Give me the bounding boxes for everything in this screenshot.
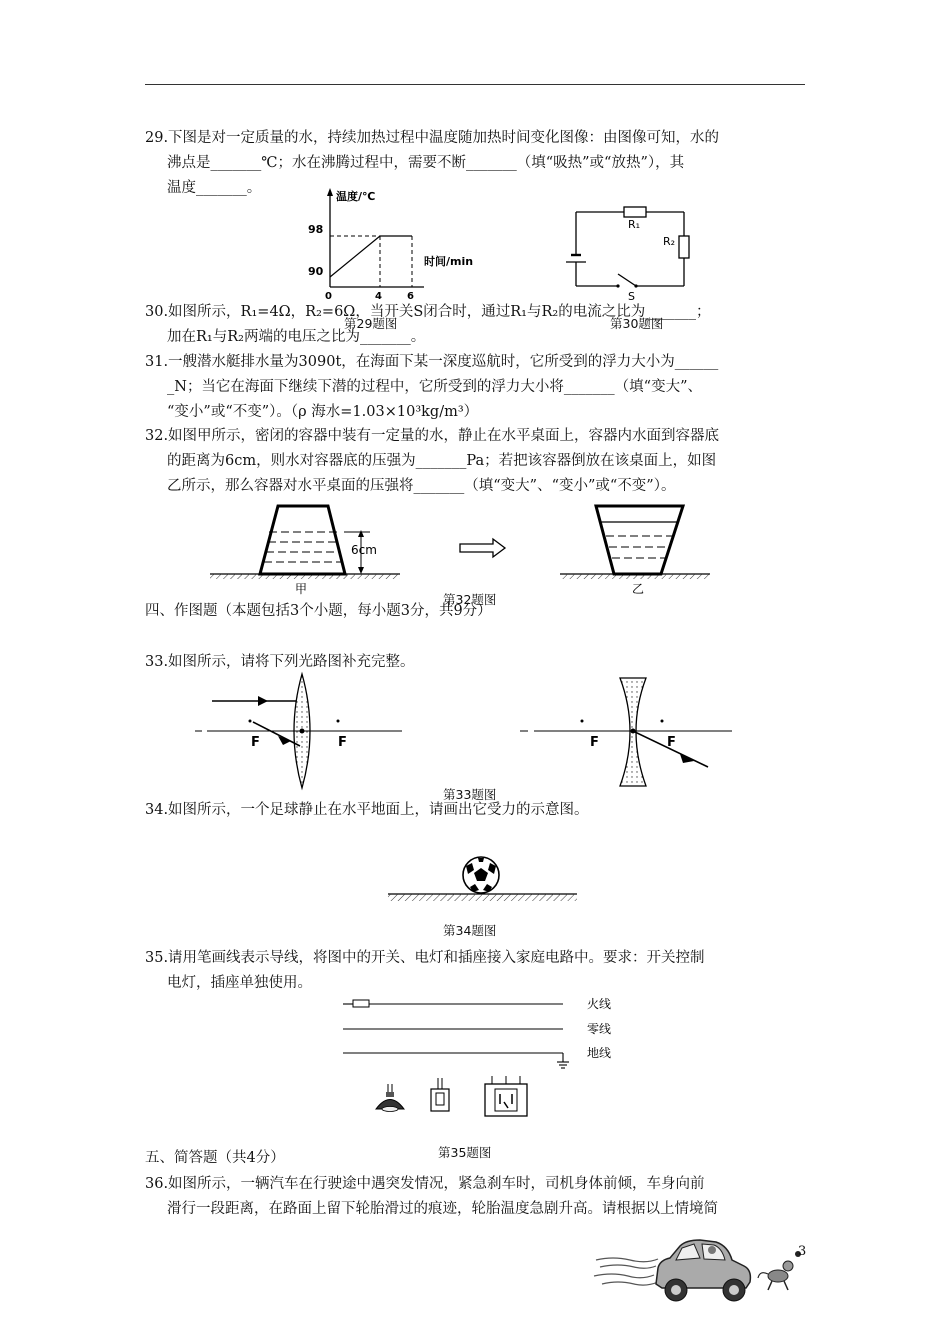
- q29-line3: 温度_______。: [167, 180, 262, 196]
- x-axis-label: 时间/min: [424, 255, 474, 268]
- x-tick-4: 4: [375, 291, 382, 302]
- q31-line2: _N；当它在海面下继续下潜的过程中，它所受到的浮力大小将_______（填“变大”、: [167, 379, 703, 395]
- figure-33-caption: 第33题图: [443, 787, 497, 802]
- q32-line1: 32.如图甲所示，密闭的容器中装有一定量的水，静止在水平桌面上，容器内水面到容器底: [145, 428, 720, 444]
- label-r1: R₁: [628, 218, 641, 231]
- figure-35-caption: 第35题图: [438, 1145, 492, 1160]
- question-35: [145, 946, 815, 996]
- question-31: [145, 350, 815, 425]
- q35-line1: 35.请用笔画线表示导线，将图中的开关、电灯和插座接入家庭电路中。要求：开关控制: [145, 950, 705, 966]
- resistor-r1: [624, 207, 646, 217]
- wall-switch-icon: [431, 1078, 449, 1111]
- label-yi: 乙: [632, 582, 645, 596]
- question-34: 34.如图所示，一个足球静止在水平地面上，请画出它受力的示意图。: [145, 802, 589, 818]
- label-jia: 甲: [295, 582, 308, 596]
- y-axis-label: 温度/℃: [336, 190, 376, 203]
- figure-29-caption: 第29题图: [344, 316, 398, 331]
- q32-line3: 乙所示，那么容器对水平桌面的压强将_______（填“变大”、“变小”或“不变”）。: [167, 478, 676, 494]
- depth-label: 6cm: [351, 543, 377, 557]
- q31-line3: “变小”或“不变”）。（ρ 海水=1.03×10³kg/m³）: [167, 404, 479, 420]
- q31-line1: 31.一艘潜水艇排水量为3090t，在海面下某一深度巡航时，它所受到的浮力大小为______: [145, 354, 719, 370]
- header-rule: [145, 84, 805, 85]
- label-r2: R₂: [663, 235, 676, 248]
- label-s: S: [628, 290, 635, 303]
- focus-label-right: F: [338, 735, 347, 750]
- figure-35-home-circuit: [335, 992, 625, 1122]
- fuse: [353, 1000, 369, 1007]
- question-36: [145, 1172, 815, 1222]
- lamp-icon: [376, 1084, 404, 1112]
- section-4-heading: 四、作图题（本题包括3个小题，每小题3分，共9分）: [145, 603, 492, 619]
- x-tick-0: 0: [325, 291, 332, 302]
- figure-33-lenses: [190, 670, 750, 795]
- q35-line2: 电灯，插座单独使用。: [167, 975, 312, 991]
- resistor-r2: [679, 236, 689, 258]
- question-30: [145, 300, 815, 350]
- question-33: 33.如图所示，请将下列光路图补充完整。: [145, 654, 415, 670]
- focus-label-concave-right: F: [667, 735, 676, 750]
- question-32: [145, 424, 815, 499]
- q36-line2: 滑行一段距离，在路面上留下轮胎滑过的痕迹，轮胎温度急剧升高。请根据以上情境简: [167, 1201, 718, 1217]
- q32-line2: 的距离为6cm，则水对容器底的压强为_______Pa；若把该容器倒放在该桌面上，如图: [167, 453, 717, 469]
- y-tick-98: 98: [308, 223, 324, 236]
- q29-line2: 沸点是_______℃；水在沸腾过程中，需要不断_______（填“吸热”或“放热”），其: [167, 155, 685, 171]
- figure-30-caption: 第30题图: [610, 316, 664, 331]
- q36-line1: 36.如图所示，一辆汽车在行驶途中遇突发情况，紧急刹车时，司机身体前倾，车身向前: [145, 1176, 705, 1192]
- q30-line1: 30.如图所示，R₁=4Ω，R₂=6Ω，当开关S闭合时，通过R₁与R₂的电流之比为_______；: [145, 304, 711, 320]
- figure-34-football: [385, 850, 580, 910]
- container-jia: [260, 506, 345, 574]
- focus-label-concave-left: F: [590, 735, 599, 750]
- neutral-wire-label: 零线: [587, 1022, 612, 1036]
- page-number: 3: [798, 1244, 807, 1259]
- ground-wire-label: 地线: [587, 1046, 612, 1060]
- switch-s: [618, 274, 636, 286]
- football-icon: [463, 857, 499, 893]
- car-icon: [656, 1240, 750, 1301]
- x-tick-6: 6: [407, 291, 414, 302]
- footer-car-illustration: [588, 1232, 818, 1312]
- container-yi: [596, 506, 683, 574]
- figure-32-caption: 第32题图: [443, 592, 497, 607]
- figure-34-caption: 第34题图: [443, 923, 497, 938]
- live-wire-label: 火线: [587, 997, 612, 1011]
- figure-32-containers: [205, 498, 725, 598]
- animal-icon: [758, 1251, 801, 1290]
- focus-label-left: F: [251, 735, 260, 750]
- q29-line1: 29.下图是对一定质量的水，持续加热过程中温度随加热时间变化图像：由图像可知，水的: [145, 130, 720, 146]
- section-5-heading: 五、简答题（共4分）: [145, 1150, 285, 1166]
- socket-icon: [485, 1076, 527, 1116]
- hollow-arrow: [460, 539, 505, 557]
- y-tick-90: 90: [308, 265, 324, 278]
- q30-line2: 加在R₁与R₂两端的电压之比为_______。: [167, 329, 426, 345]
- figure-30-circuit: [560, 200, 700, 305]
